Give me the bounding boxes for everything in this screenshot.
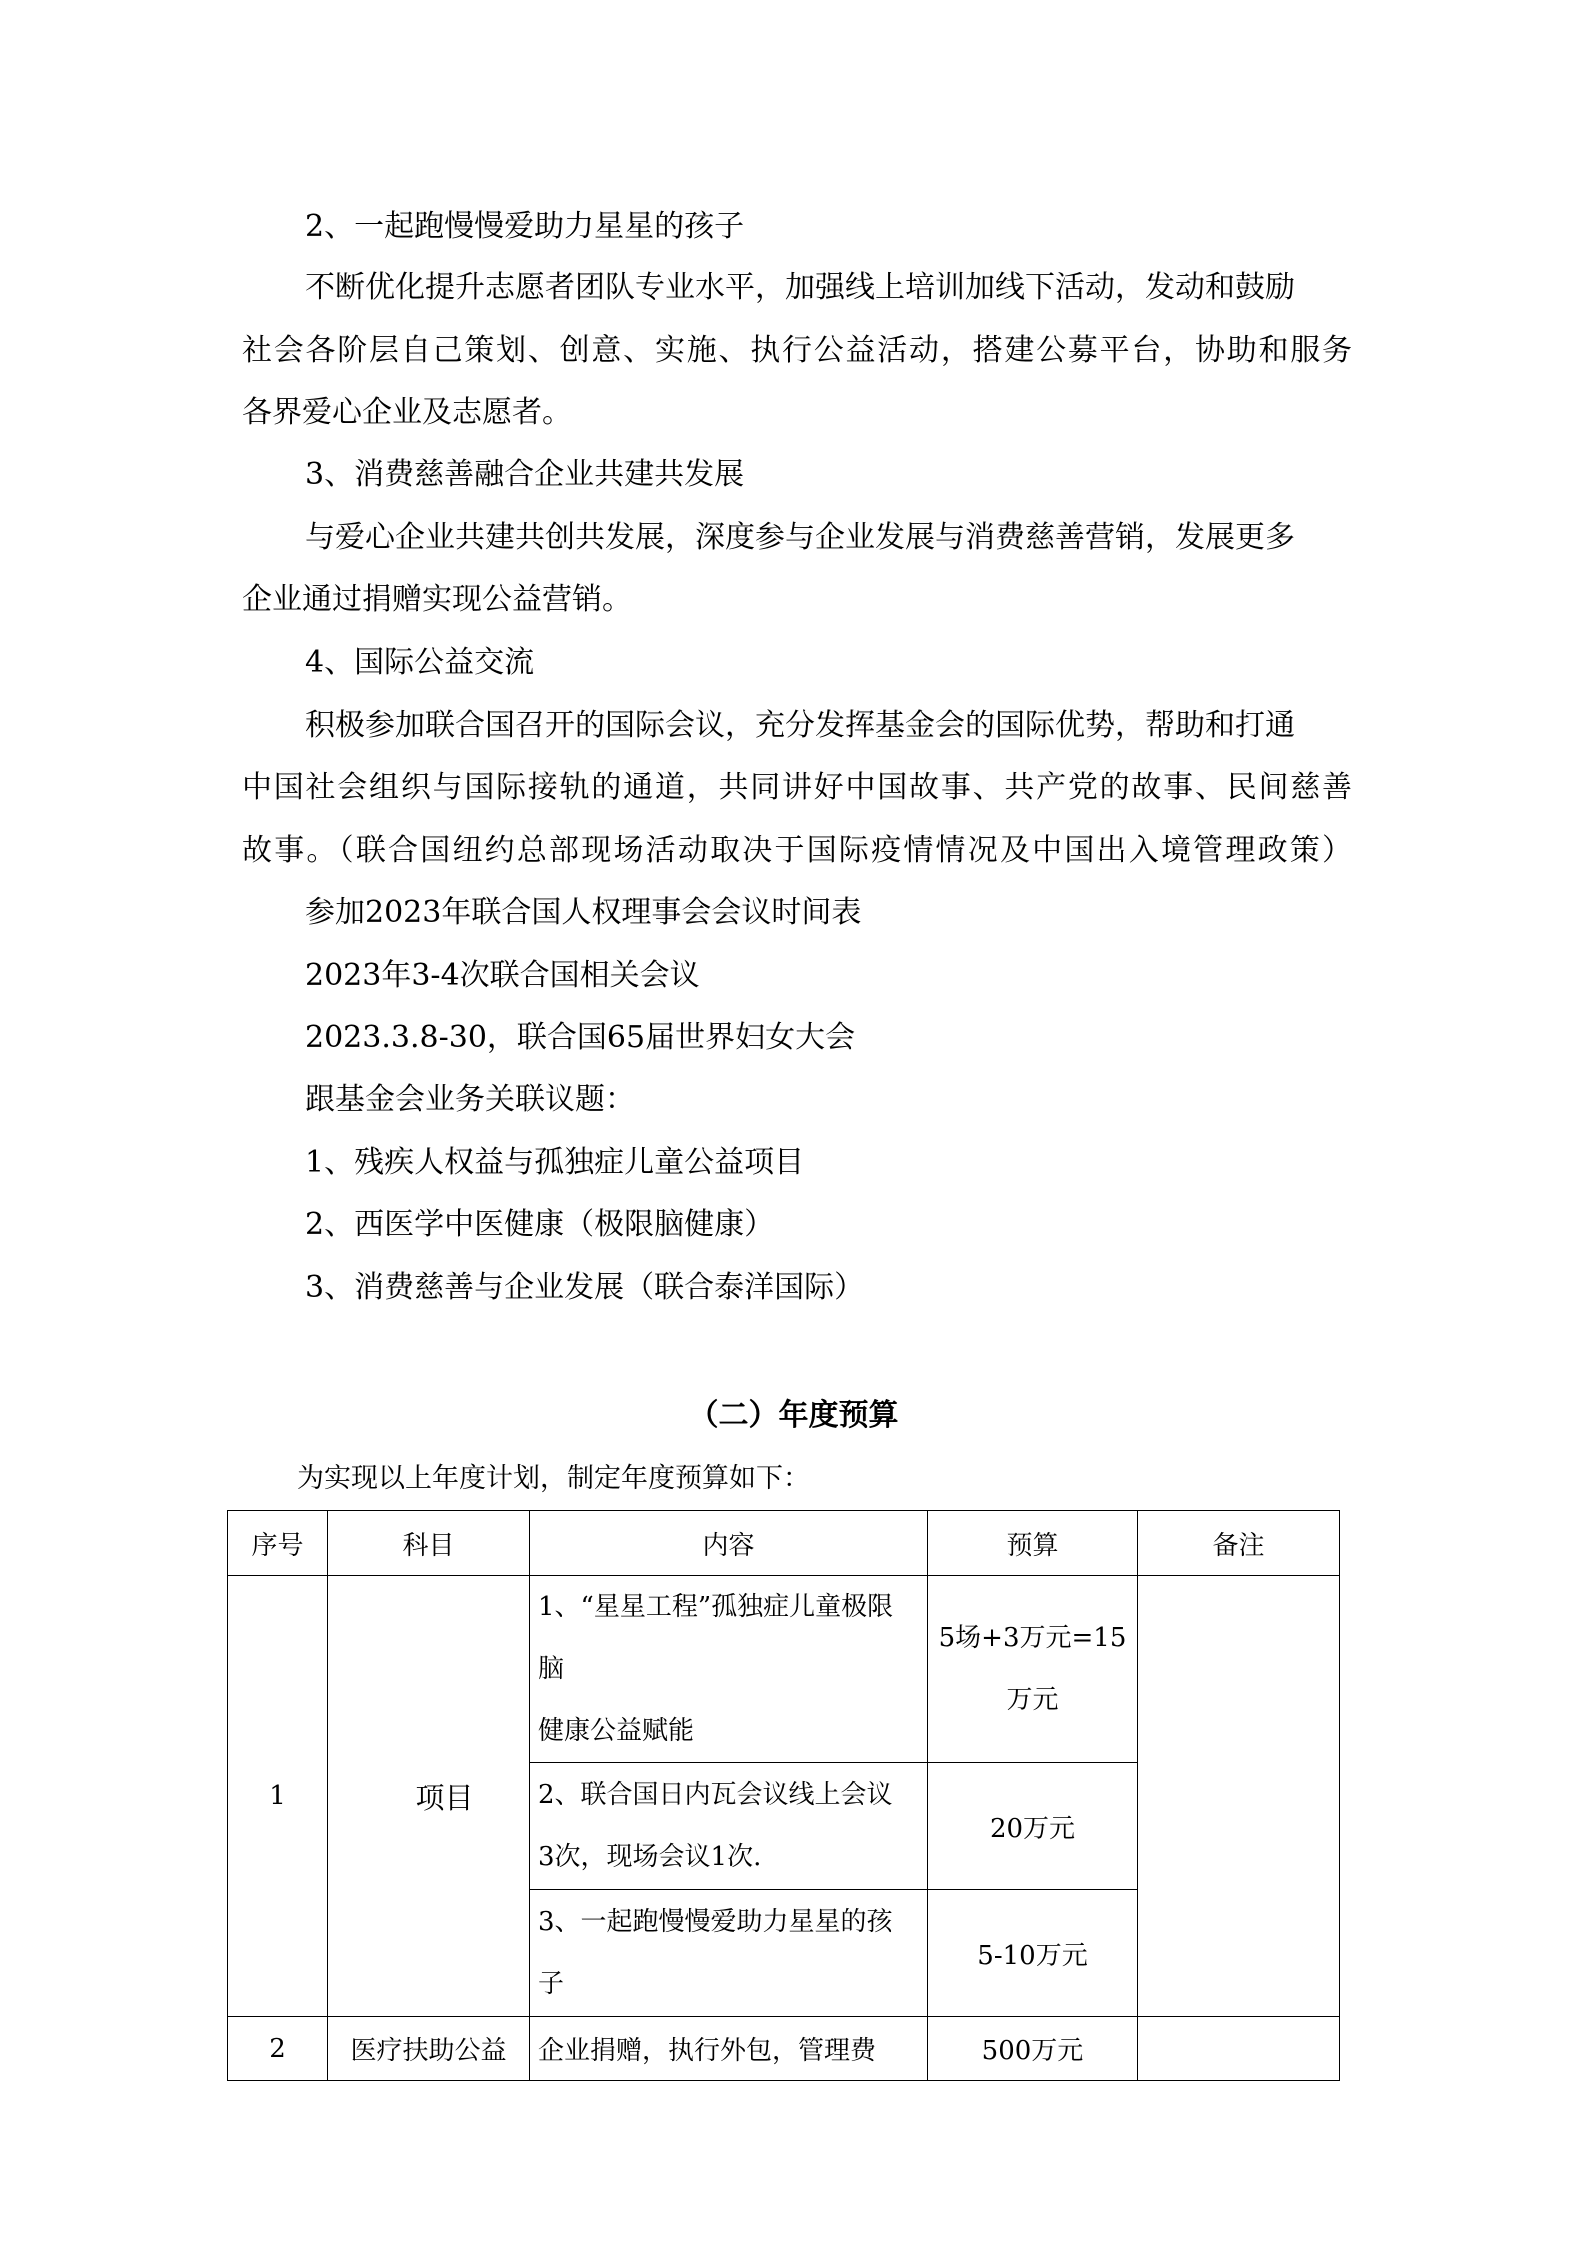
budget-heading: （二）年度预算 [688,1398,899,1433]
header-no: 序号 [228,1511,328,1576]
budget-table [227,1510,1340,2081]
paragraph-line: 不断优化提升志愿者团队专业水平，加强线上培训加线下活动，发动和鼓励 [305,270,1295,305]
header-subject: 科目 [328,1511,530,1576]
paragraph-line: 故事。（联合国纽约总部现场活动取决于国际疫情情况及中国出入境管理政策） [242,833,1352,868]
row2-content: 企业捐赠，执行外包，管理费 [530,2017,928,2081]
content-line: 2、联合国日内瓦会议线上会议 [538,1780,893,1810]
table-row [228,1576,1340,1763]
row1-subject: 项目 [328,1576,530,2017]
paragraph-line: 企业通过捐赠实现公益营销。 [242,582,632,617]
schedule-line: 2023.3.8-30，联合国65届世界妇女大会 [305,1020,856,1055]
row1-no: 1 [228,1576,328,2017]
row1-item3-budget: 5-10万元 [928,1890,1138,2017]
row1-remark [1138,1576,1340,2017]
paragraph-line: 各界爱心企业及志愿者。 [242,395,572,430]
content-line: 子 [538,1969,565,1999]
header-budget: 预算 [928,1511,1138,1576]
content-line: 3次，现场会议1次. [538,1842,762,1872]
row1-item1-budget [928,1576,1138,1763]
schedule-title: 参加2023年联合国人权理事会会议时间表 [305,895,862,930]
row2-no: 2 [228,2017,328,2081]
table-row [228,2017,1340,2081]
row1-item1-content [530,1576,928,1763]
section-heading-4: 4、国际公益交流 [305,645,535,680]
section-heading-3: 3、消费慈善融合企业共建共发展 [305,457,745,492]
topics-title: 跟基金会业务关联议题： [305,1082,635,1117]
paragraph-line: 与爱心企业共建共创共发展，深度参与企业发展与消费慈善营销，发展更多 [305,520,1295,555]
topic-item: 3、消费慈善与企业发展（联合泰洋国际） [305,1270,865,1305]
content-line: 健康公益赋能 [538,1716,695,1746]
content-line: 1、“星星工程”孤独症儿童极限脑 [538,1592,894,1684]
budget-line: 5场+3万元=15 [938,1623,1127,1653]
topic-item: 1、残疾人权益与孤独症儿童公益项目 [305,1145,805,1180]
header-remark: 备注 [1138,1511,1340,1576]
budget-line: 万元 [1006,1685,1059,1715]
row2-budget: 500万元 [928,2017,1138,2081]
header-content: 内容 [530,1511,928,1576]
paragraph-line: 积极参加联合国召开的国际会议，充分发挥基金会的国际优势，帮助和打通 [305,708,1295,743]
row1-item3-content [530,1890,928,2017]
row2-subject: 医疗扶助公益 [328,2017,530,2081]
schedule-line: 2023年3-4次联合国相关会议 [305,958,700,993]
topic-item: 2、西医学中医健康（极限脑健康） [305,1207,775,1242]
budget-intro: 为实现以上年度计划，制定年度预算如下： [297,1463,810,1494]
row1-item2-content [530,1763,928,1890]
row1-item2-budget: 20万元 [928,1763,1138,1890]
section-heading-2: 2、一起跑慢慢爱助力星星的孩子 [305,209,745,244]
paragraph-line: 中国社会组织与国际接轨的通道，共同讲好中国故事、共产党的故事、民间慈善 [242,770,1352,805]
row2-remark [1138,2017,1340,2081]
content-line: 3、一起跑慢慢爱助力星星的孩 [538,1907,893,1937]
paragraph-line: 社会各阶层自己策划、创意、实施、执行公益活动，搭建公募平台，协助和服务 [242,333,1352,368]
table-header-row [228,1511,1340,1576]
